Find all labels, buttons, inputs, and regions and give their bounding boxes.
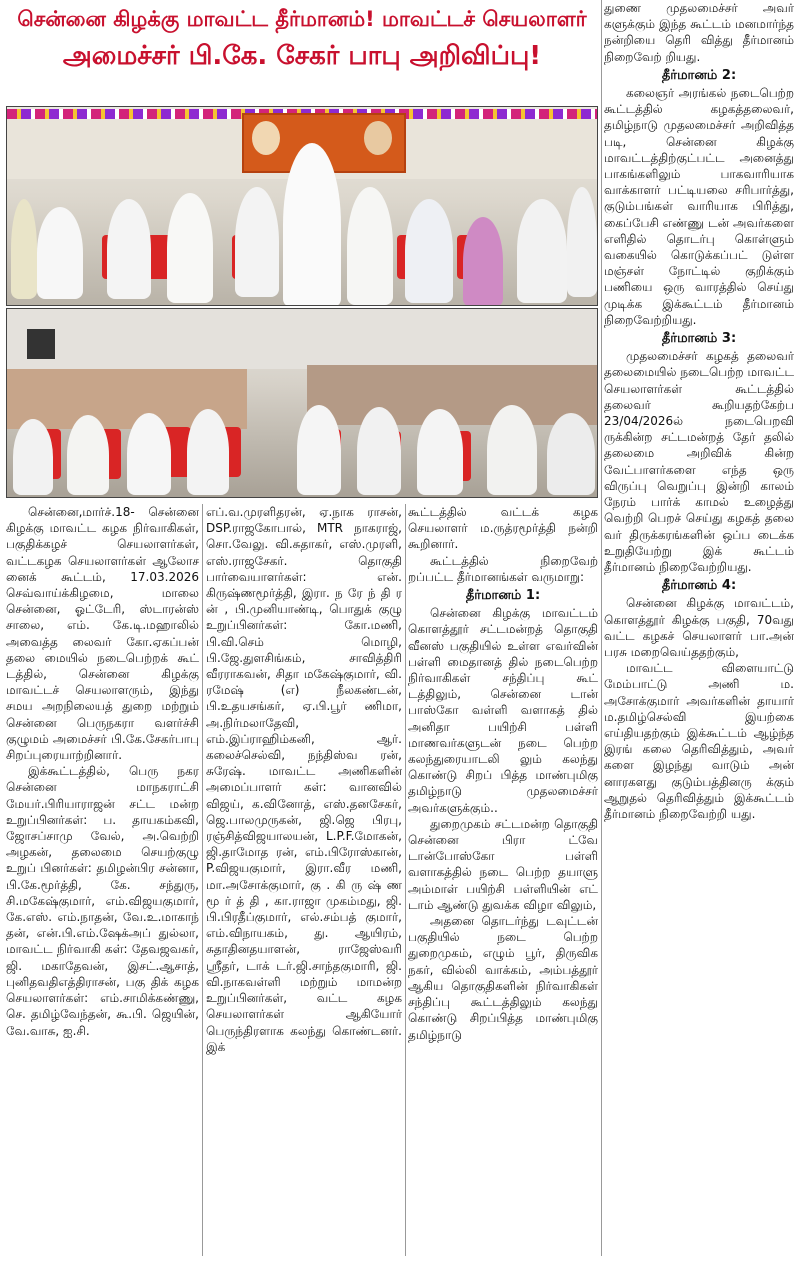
column-divider — [405, 504, 406, 1256]
resolution-1-heading: தீர்மானம் 1: — [465, 588, 541, 604]
article-column-3 — [408, 504, 598, 1043]
article-paragraph: கூட்டத்தில் வட்டக் கழக செயலாளர் ம.ருத்ரமூர்த்தி நன்றி கூறினார். — [408, 505, 598, 552]
article-paragraph: சென்னை,மார்ச்.18- சென்னை கிழக்கு மாவட்ட கழக நிர்வாகிகள், பகுதிக்கழச் செயலாளர்கள், வட்டகழக செயலாளர்கள் ஆலோச னைக் கூட்டம், 17.03.2026 செவ்வாய்க்கிழமை, மாலை சென்னை, ஓட்டேரி, ஸ்டாரன்ஸ் சாலை, எம். கே.டி.மஹாலில் அவைத்த லைவர் கோ.ஏகப்பன் தலை மையில் நடைபெற்றக் கூட் டத்தில், சென்னை கிழக்கு மாவட்டச் செயலாளரும், இந்து சமய அறநிலையத் துறை மற்றும் சென்னை பெருநகரா வளர்ச்சி குழுமம் அமைச்சர் பி.கே.சேகர்பாபு சிறப்புரையாற்றினார். — [6, 505, 199, 763]
article-paragraph: முதலமைச்சர் கழகத் தலைவர் தலைமையில் நடைபெற்ற மாவட்ட செயலாளர்கள் கூட்டத்தில் தலைவர் கூறியதற்கேற்ப 23/04/2026ல் நடைபெறவி ருக்கின்ற சட்டமன்றத் தேர் தலில் தலைமை அறிவிக் கின்ற வேட்பாளர்களை எந்த ஒரு விருப்பு வெறுப்பு இன்றி காலம் நேரம் பார்க் காமல் உழைத்து வெற்றி பெறச் செய்து கழகத் தலை வர் திருக்கரங்களின் ஒப்ப டைக்க உறுதியேற்று இக் கூட்டம் தீர்மானம் நிறைவேற்றியது. — [604, 349, 794, 574]
headline-line-2: அமைச்சர் பி.கே. சேகர் பாபு அறிவிப்பு! — [62, 41, 542, 71]
article-paragraph: எப்.வ.முரளிதரன், ஏ.நாக ராசன், DSP.ராஜகோபால், MTR நாகராஜ், சொ.வேலு. வி.சுதாகர், எஸ்.முரளி, எஸ்.ராஜசேகர். தொகுதி பார்வையாளர்கள்: என். கிருஷ்ணமூர்த்தி, இரா. ந ரே ந் தி ர ன் , பி.முனியாண்டி, பொதுக் குழு உறுப்பினர்கள்: கோ.மணி, பி.வி.செம் மொழி, பி.ஜே.துளசிங்கம், சாவித்திரி வீரராகவன், சிதா மகேஷ்குமார், வி. ரமேஷ் (எ) நீலகண்டன், பி.உதயசங்கர், ஏ.பி.பூர் ணிமா, அ.நிர்மலாதேவி, எம்.இப்ராஹிம்கனி, ஆர். கலைச்செல்வி, நந்திஸ்வ ரன், சுரேஷ். மாவட்ட அணிகளின் அமைப்பாளர் கள்: வானவில் விஜய், க.வினோத், எஸ்.தனசேகர், ஜெ.பாலமுருகன், ஜி.ஜெ பிரபு, ரஞ்சித்விஜயாலயன், L.P.F.மோகன், ஜி.தாமோத ரன், எம்.பிரோஸ்கான், P.விஜயகுமார், இரா.வீர மணி, மா.அசோக்குமார், கு . கி ரு ஷ் ண மூ ர் த் தி , கா.ராஜா முகம்மது, ஜி. பி.பிரதீப்குமார், எல்.சம்பத் குமார், எம்.விநாயகம், து. ஆயிரம், சுதாதினதயாளன், ராஜேஸ்வரி ஸ்ரீதர், டாக் டர்.ஜி.சாந்தகுமாரி, ஜி. வி.நாகவள்ளி மற்றும் மாமன்ற உறுப்பினர்கள், வட்ட கழக செயலாளர்கள் ஆகியோர் பெருந்திரளாக கலந்து கொண்டனர். இக் — [206, 505, 402, 1054]
article-paragraph: கூட்டத்தில் நிறைவேற் றப்பட்ட தீர்மானங்கள் வருமாறு: — [408, 553, 598, 584]
article-paragraph: துணை முதலமைச்சர் அவர் களுக்கும் இந்த கூட்டம் மனமார்ந்த நன்றியை தெரி வித்து தீர்மானம் நிறைவேற் றியது. — [604, 1, 794, 64]
article-paragraph: அதனை தொடர்ந்து டவுட்டன் பகுதியில் நடை பெற்ற துறைமுகம், எழும் பூர், திருவிக நகர், வில்லி வாக்கம், அம்பத்தூர் ஆகிய தொகுதிகளின் நிர்வாகிகள் சந்திப்பு கூட்டத்திலும் கலந்து கொண்டு சிறப்பித்த மாண்புமிகு தமிழ்நாடு — [408, 914, 598, 1042]
resolution-4-heading: தீர்மானம் 4: — [661, 578, 737, 594]
resolution-2-heading: தீர்மானம் 2: — [661, 67, 737, 83]
headline-line-1: சென்னை கிழக்கு மாவட்ட தீர்மானம்! மாவட்டச் செயலாளர் — [17, 7, 587, 31]
article-paragraph: கலைஞர் அரங்கல் நடைபெற்ற கூட்டத்தில் கழகத்தலைவர், தமிழ்நாடு முதலமைச்சர் அறிவித்த படி, சென்னை கிழக்கு மாவட்டத்திற்குட்பட்ட அனைத்து பாகங்களிலும் பாகவாரியாக வாக்காளர் பட்டியலை சரிபார்த்து, குடும்பங்கள் வாரியாக பிரித்து, கைப்பேசி எண்ணு டன் அவர்களை எளிதில் தொடர்பு கொள்ளும் வகையில் கொடுக்கப்பட் டுள்ள மஞ்சள் நோட்டில் குறிக்கும் பணியை ஒரு வாரத்தில் செய்து முடிக்க இக்கூட்டம் தீர்மானம் நிறைவேற்றியது. — [604, 86, 794, 327]
article-paragraph: சென்னை கிழக்கு மாவட்டம், கொளத்தூர் கிழக்கு பகுதி, 70வது வட்ட கழகச் செயலாளர் பா.அன் பரசு மறைவெய்ததற்கும், — [604, 596, 794, 659]
article-paragraph: மாவட்ட விளையாட்டு மேம்பாட்டு அணி ம. அசோக்குமார் அவர்களின் தாயார் ம.தமிழ்செல்வி இயற்கை எய்தியதற்கும் இக்கூட்டம் ஆழ்ந்த இரங் கலை தெரிவித்தும், அவர் களை இழந்து வாடும் அன் னாரகளது குடும்பத்தினரு க்கும் ஆறுதல் தெரிவித்தும் இக்கூட்டம் தீர்மானம் நிறைவேற்றி யது. — [604, 661, 794, 821]
article-column-4 — [604, 0, 794, 822]
headline — [6, 4, 598, 76]
article-column-2 — [206, 504, 402, 1055]
resolution-3-heading: தீர்மானம் 3: — [661, 331, 737, 347]
article-paragraph: சென்னை கிழக்கு மாவட்டம் கொளத்தூர் சட்டமன்றத் தொகுதி வீனஸ் பகுதியில் உள்ள எவர்வின் பள்ளி மைதானத் தில் நடைபெற்ற நிர்வாகிகள் சந்திப்பு கூட் டத்திலும், சென்னை டான் பாஸ்கோ வள்ளி வளாகத் தில் அனிதா பயிற்சி பள்ளி மாணவர்களுடன் நடை பெற்ற கலந்துரையாடலி லும் கலந்து கொண்டு சிறப் பித்த மாண்புமிகு தமிழ்நாடு முதலமைச்சர் அவர்களுக்கும்.. — [408, 606, 598, 815]
article-paragraph: துறைமுகம் சட்டமன்ற தொகுதி சென்னை பிரா ட்வே டான்போஸ்கோ பள்ளி வளாகத்தில் நடை பெற்ற தயாளு அம்மாள் பயிற்சி பள்ளியின் எட் டாம் ஆண்டு துவக்க விழா விலும், — [408, 816, 598, 912]
article-paragraph: இக்கூட்டத்தில், பெரு நகர சென்னை மாநகராட்சி மேயர்.பிரியாராஜன் சட்ட மன்ற உறுப்பினர்கள்: ப. தாயகம்கவி, ஜோசப்சாமு வேல், அ.வெற்றி அழகன், தலைமை செயற்குழு உறுப் பினர்கள்: தமிழன்பிர சன்னா, பி.கே.மூர்த்தி, கே. சந்துரு, சி.மகேஷ்குமார், எம்.விஜயகுமார், கே.எஸ். எம்.நாதன், வே.உ.மாகாந் தன், என்.பி.எம்.ஷேக்அப் துல்லா, மாவட்ட நிர்வாகி கள்: தேவஜவகர், ஜி. மகாதேவன், இசட்.ஆசாத், புனிதவதிஎத்திராசன், பகு திக் கழக செயலாளர்கள்: எம்.சாமிக்கண்ணு, செ. தமிழ்வேந்தன், கூ.பி. ஜெயின், வே.வாசு, ஐ.சி. — [6, 764, 199, 1038]
column-divider — [202, 504, 203, 1256]
article-column-1 — [6, 504, 199, 1039]
column-divider — [601, 0, 602, 1256]
photo-meeting-stage — [6, 106, 598, 306]
photo-meeting-audience — [6, 308, 598, 498]
